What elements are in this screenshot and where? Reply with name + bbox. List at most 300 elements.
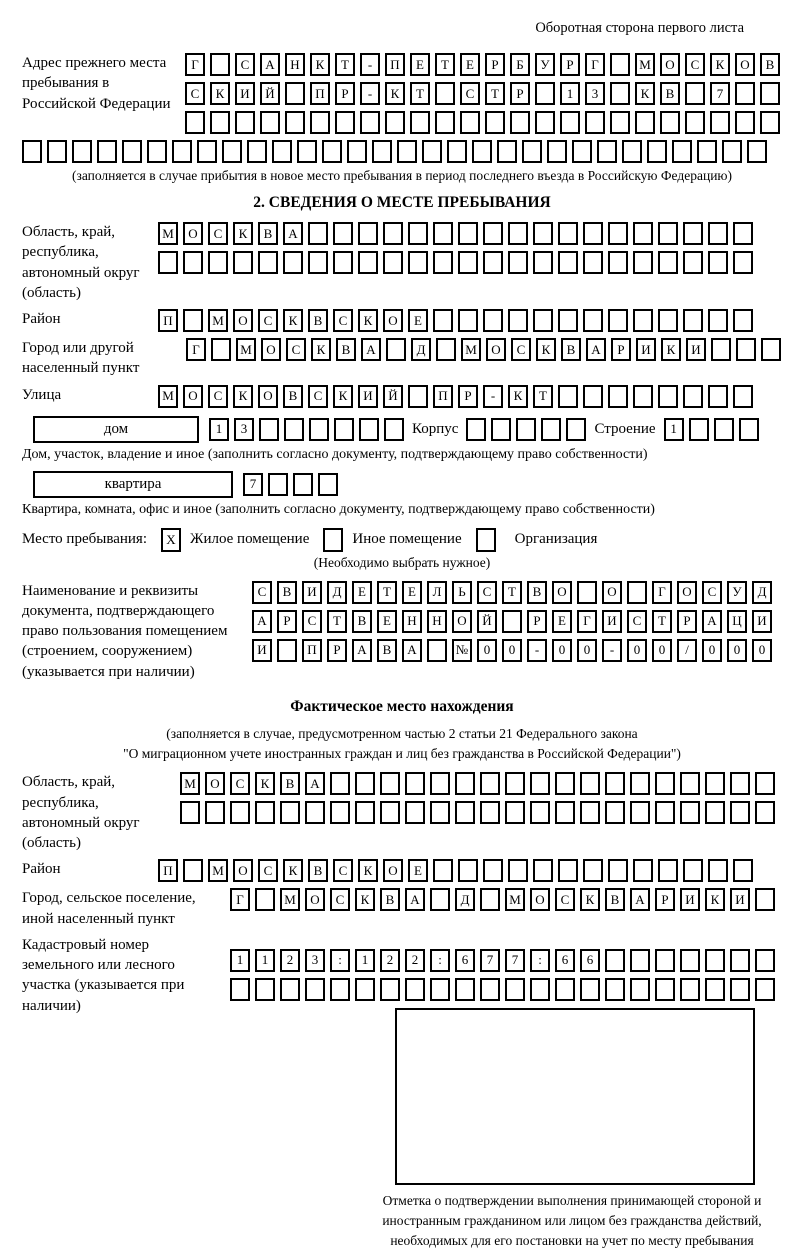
char-cell[interactable]: М <box>208 859 228 882</box>
char-cell[interactable]: Л <box>427 581 447 604</box>
char-cell[interactable]: И <box>730 888 750 911</box>
char-cell[interactable] <box>172 140 192 163</box>
char-cell[interactable] <box>355 978 375 1001</box>
char-cell[interactable] <box>372 140 392 163</box>
char-cell[interactable] <box>333 251 353 274</box>
char-cell[interactable] <box>284 418 304 441</box>
char-cell[interactable]: Т <box>377 581 397 604</box>
char-cell[interactable] <box>405 772 425 795</box>
char-cell[interactable] <box>285 111 305 134</box>
char-cell[interactable] <box>633 859 653 882</box>
char-cell[interactable]: 3 <box>585 82 605 105</box>
char-cell[interactable] <box>541 418 561 441</box>
char-cell[interactable]: О <box>383 309 403 332</box>
char-cell[interactable]: А <box>586 338 606 361</box>
char-cell[interactable] <box>347 140 367 163</box>
char-cell[interactable]: Б <box>510 53 530 76</box>
char-cell[interactable] <box>330 772 350 795</box>
char-cell[interactable]: 7 <box>505 949 525 972</box>
char-cell[interactable] <box>458 859 478 882</box>
char-cell[interactable] <box>508 859 528 882</box>
char-cell[interactable]: М <box>180 772 200 795</box>
char-cell[interactable]: О <box>233 859 253 882</box>
char-cell[interactable] <box>197 140 217 163</box>
char-cell[interactable] <box>183 251 203 274</box>
char-cell[interactable]: К <box>210 82 230 105</box>
char-cell[interactable] <box>358 222 378 245</box>
char-cell[interactable] <box>608 385 628 408</box>
char-cell[interactable] <box>335 111 355 134</box>
char-cell[interactable]: 7 <box>710 82 730 105</box>
char-cell[interactable]: Т <box>502 581 522 604</box>
char-cell[interactable] <box>208 251 228 274</box>
char-cell[interactable]: Н <box>285 53 305 76</box>
char-cell[interactable] <box>330 978 350 1001</box>
char-cell[interactable] <box>430 772 450 795</box>
char-cell[interactable] <box>427 639 447 662</box>
checkbox-zhiloe[interactable]: X <box>161 528 181 552</box>
char-cell[interactable]: 2 <box>380 949 400 972</box>
char-cell[interactable] <box>689 418 709 441</box>
char-cell[interactable]: 7 <box>480 949 500 972</box>
char-cell[interactable]: А <box>305 772 325 795</box>
char-cell[interactable] <box>608 859 628 882</box>
char-cell[interactable]: Г <box>577 610 597 633</box>
char-cell[interactable]: Е <box>352 581 372 604</box>
char-cell[interactable] <box>605 772 625 795</box>
char-cell[interactable]: - <box>602 639 622 662</box>
char-cell[interactable] <box>658 222 678 245</box>
char-cell[interactable] <box>305 978 325 1001</box>
char-cell[interactable] <box>730 949 750 972</box>
char-cell[interactable] <box>708 385 728 408</box>
char-cell[interactable] <box>630 978 650 1001</box>
char-cell[interactable] <box>705 772 725 795</box>
char-cell[interactable]: О <box>602 581 622 604</box>
char-cell[interactable] <box>733 222 753 245</box>
char-cell[interactable]: В <box>308 859 328 882</box>
char-cell[interactable] <box>480 801 500 824</box>
char-cell[interactable]: Р <box>677 610 697 633</box>
char-cell[interactable] <box>680 978 700 1001</box>
char-cell[interactable] <box>530 978 550 1001</box>
char-cell[interactable] <box>610 82 630 105</box>
char-cell[interactable] <box>683 385 703 408</box>
char-cell[interactable] <box>480 978 500 1001</box>
char-cell[interactable] <box>508 222 528 245</box>
char-cell[interactable] <box>522 140 542 163</box>
char-cell[interactable]: Е <box>377 610 397 633</box>
char-cell[interactable] <box>658 251 678 274</box>
char-cell[interactable] <box>627 581 647 604</box>
char-cell[interactable] <box>384 418 404 441</box>
char-cell[interactable] <box>583 309 603 332</box>
char-cell[interactable]: С <box>230 772 250 795</box>
char-cell[interactable]: Т <box>485 82 505 105</box>
char-cell[interactable]: С <box>627 610 647 633</box>
char-cell[interactable] <box>97 140 117 163</box>
char-cell[interactable] <box>180 801 200 824</box>
char-cell[interactable] <box>355 801 375 824</box>
char-cell[interactable]: Ц <box>727 610 747 633</box>
char-cell[interactable]: О <box>452 610 472 633</box>
char-cell[interactable]: С <box>702 581 722 604</box>
char-cell[interactable] <box>558 385 578 408</box>
char-cell[interactable] <box>122 140 142 163</box>
char-cell[interactable] <box>708 251 728 274</box>
char-cell[interactable] <box>608 309 628 332</box>
char-cell[interactable]: В <box>561 338 581 361</box>
char-cell[interactable]: - <box>360 53 380 76</box>
char-cell[interactable]: С <box>460 82 480 105</box>
char-cell[interactable] <box>408 251 428 274</box>
char-cell[interactable]: - <box>483 385 503 408</box>
char-cell[interactable] <box>258 251 278 274</box>
char-cell[interactable]: А <box>402 639 422 662</box>
char-cell[interactable] <box>633 309 653 332</box>
char-cell[interactable]: 0 <box>627 639 647 662</box>
char-cell[interactable] <box>355 772 375 795</box>
char-cell[interactable] <box>297 140 317 163</box>
char-cell[interactable] <box>736 338 756 361</box>
char-cell[interactable] <box>222 140 242 163</box>
char-cell[interactable]: Д <box>327 581 347 604</box>
char-cell[interactable] <box>322 140 342 163</box>
char-cell[interactable]: 1 <box>209 418 229 441</box>
char-cell[interactable]: Е <box>460 53 480 76</box>
char-cell[interactable]: Н <box>402 610 422 633</box>
char-cell[interactable]: И <box>235 82 255 105</box>
char-cell[interactable] <box>211 338 231 361</box>
char-cell[interactable] <box>755 772 775 795</box>
char-cell[interactable] <box>380 772 400 795</box>
char-cell[interactable] <box>558 309 578 332</box>
char-cell[interactable]: К <box>710 53 730 76</box>
char-cell[interactable] <box>722 140 742 163</box>
char-cell[interactable] <box>735 82 755 105</box>
char-cell[interactable] <box>230 801 250 824</box>
char-cell[interactable] <box>605 978 625 1001</box>
char-cell[interactable]: 3 <box>234 418 254 441</box>
char-cell[interactable] <box>710 111 730 134</box>
char-cell[interactable]: У <box>727 581 747 604</box>
char-cell[interactable]: М <box>236 338 256 361</box>
char-cell[interactable]: 0 <box>752 639 772 662</box>
char-cell[interactable]: 0 <box>727 639 747 662</box>
char-cell[interactable] <box>655 978 675 1001</box>
char-cell[interactable]: Р <box>655 888 675 911</box>
char-cell[interactable]: 6 <box>580 949 600 972</box>
char-cell[interactable] <box>747 140 767 163</box>
char-cell[interactable]: 1 <box>664 418 684 441</box>
char-cell[interactable]: К <box>310 53 330 76</box>
char-cell[interactable] <box>235 111 255 134</box>
char-cell[interactable] <box>633 222 653 245</box>
char-cell[interactable] <box>633 251 653 274</box>
char-cell[interactable]: В <box>660 82 680 105</box>
char-cell[interactable] <box>733 251 753 274</box>
char-cell[interactable] <box>508 309 528 332</box>
char-cell[interactable]: С <box>308 385 328 408</box>
char-cell[interactable]: Р <box>327 639 347 662</box>
char-cell[interactable] <box>760 111 780 134</box>
char-cell[interactable]: С <box>302 610 322 633</box>
char-cell[interactable] <box>483 222 503 245</box>
char-cell[interactable]: 0 <box>577 639 597 662</box>
char-cell[interactable] <box>147 140 167 163</box>
char-cell[interactable] <box>458 251 478 274</box>
char-cell[interactable]: К <box>358 309 378 332</box>
char-cell[interactable] <box>535 82 555 105</box>
char-cell[interactable]: Т <box>652 610 672 633</box>
char-cell[interactable]: И <box>686 338 706 361</box>
char-cell[interactable]: С <box>185 82 205 105</box>
char-cell[interactable]: А <box>283 222 303 245</box>
char-cell[interactable]: 0 <box>552 639 572 662</box>
char-cell[interactable] <box>630 801 650 824</box>
char-cell[interactable] <box>458 309 478 332</box>
char-cell[interactable] <box>558 251 578 274</box>
char-cell[interactable]: А <box>630 888 650 911</box>
char-cell[interactable]: О <box>735 53 755 76</box>
char-cell[interactable]: Г <box>185 53 205 76</box>
char-cell[interactable] <box>480 888 500 911</box>
char-cell[interactable] <box>683 309 703 332</box>
char-cell[interactable]: М <box>461 338 481 361</box>
char-cell[interactable]: 2 <box>280 949 300 972</box>
char-cell[interactable]: А <box>702 610 722 633</box>
char-cell[interactable]: Н <box>427 610 447 633</box>
char-cell[interactable] <box>455 772 475 795</box>
char-cell[interactable] <box>555 801 575 824</box>
char-cell[interactable] <box>680 949 700 972</box>
char-cell[interactable] <box>277 639 297 662</box>
char-cell[interactable] <box>711 338 731 361</box>
char-cell[interactable]: Р <box>335 82 355 105</box>
char-cell[interactable]: И <box>752 610 772 633</box>
char-cell[interactable]: С <box>555 888 575 911</box>
char-cell[interactable]: П <box>158 309 178 332</box>
char-cell[interactable] <box>761 338 781 361</box>
char-cell[interactable] <box>608 251 628 274</box>
char-cell[interactable]: Д <box>752 581 772 604</box>
char-cell[interactable]: М <box>280 888 300 911</box>
char-cell[interactable] <box>460 111 480 134</box>
char-cell[interactable]: Е <box>410 53 430 76</box>
char-cell[interactable] <box>283 251 303 274</box>
char-cell[interactable] <box>630 772 650 795</box>
char-cell[interactable]: О <box>530 888 550 911</box>
char-cell[interactable]: О <box>660 53 680 76</box>
char-cell[interactable]: М <box>208 309 228 332</box>
char-cell[interactable] <box>447 140 467 163</box>
char-cell[interactable]: О <box>183 222 203 245</box>
char-cell[interactable] <box>405 978 425 1001</box>
char-cell[interactable]: - <box>360 82 380 105</box>
char-cell[interactable] <box>630 949 650 972</box>
char-cell[interactable]: Р <box>527 610 547 633</box>
char-cell[interactable]: В <box>277 581 297 604</box>
char-cell[interactable]: 0 <box>702 639 722 662</box>
char-cell[interactable] <box>72 140 92 163</box>
char-cell[interactable] <box>533 309 553 332</box>
char-cell[interactable]: О <box>261 338 281 361</box>
checkbox-inoe[interactable] <box>323 528 343 552</box>
char-cell[interactable] <box>472 140 492 163</box>
char-cell[interactable] <box>480 772 500 795</box>
char-cell[interactable]: 6 <box>455 949 475 972</box>
char-cell[interactable]: К <box>661 338 681 361</box>
char-cell[interactable] <box>497 140 517 163</box>
char-cell[interactable] <box>597 140 617 163</box>
char-cell[interactable] <box>183 309 203 332</box>
char-cell[interactable] <box>280 801 300 824</box>
char-cell[interactable] <box>397 140 417 163</box>
char-cell[interactable] <box>705 949 725 972</box>
char-cell[interactable] <box>560 111 580 134</box>
char-cell[interactable]: Г <box>652 581 672 604</box>
char-cell[interactable]: / <box>677 639 697 662</box>
char-cell[interactable]: С <box>511 338 531 361</box>
char-cell[interactable]: К <box>580 888 600 911</box>
char-cell[interactable] <box>455 978 475 1001</box>
char-cell[interactable]: В <box>258 222 278 245</box>
char-cell[interactable] <box>577 581 597 604</box>
char-cell[interactable] <box>583 222 603 245</box>
char-cell[interactable] <box>310 111 330 134</box>
char-cell[interactable]: Р <box>277 610 297 633</box>
char-cell[interactable]: К <box>508 385 528 408</box>
char-cell[interactable] <box>580 772 600 795</box>
char-cell[interactable]: 1 <box>355 949 375 972</box>
char-cell[interactable]: С <box>333 859 353 882</box>
char-cell[interactable] <box>572 140 592 163</box>
char-cell[interactable]: П <box>310 82 330 105</box>
char-cell[interactable]: С <box>477 581 497 604</box>
char-cell[interactable] <box>483 251 503 274</box>
char-cell[interactable] <box>210 111 230 134</box>
char-cell[interactable] <box>533 859 553 882</box>
char-cell[interactable]: Т <box>327 610 347 633</box>
char-cell[interactable] <box>580 801 600 824</box>
char-cell[interactable]: К <box>233 222 253 245</box>
char-cell[interactable]: В <box>308 309 328 332</box>
char-cell[interactable] <box>655 949 675 972</box>
char-cell[interactable]: Е <box>402 581 422 604</box>
char-cell[interactable] <box>433 859 453 882</box>
char-cell[interactable]: Й <box>477 610 497 633</box>
char-cell[interactable] <box>558 859 578 882</box>
char-cell[interactable]: О <box>552 581 572 604</box>
char-cell[interactable] <box>280 978 300 1001</box>
char-cell[interactable]: И <box>602 610 622 633</box>
char-cell[interactable] <box>583 859 603 882</box>
char-cell[interactable]: В <box>377 639 397 662</box>
char-cell[interactable] <box>508 251 528 274</box>
char-cell[interactable] <box>580 978 600 1001</box>
char-cell[interactable]: № <box>452 639 472 662</box>
char-cell[interactable]: О <box>383 859 403 882</box>
char-cell[interactable]: Е <box>408 309 428 332</box>
char-cell[interactable] <box>405 801 425 824</box>
char-cell[interactable] <box>455 801 475 824</box>
char-cell[interactable] <box>436 338 456 361</box>
char-cell[interactable] <box>233 251 253 274</box>
char-cell[interactable] <box>430 888 450 911</box>
char-cell[interactable]: А <box>352 639 372 662</box>
char-cell[interactable] <box>308 222 328 245</box>
char-cell[interactable]: М <box>158 222 178 245</box>
char-cell[interactable] <box>422 140 442 163</box>
char-cell[interactable] <box>708 222 728 245</box>
char-cell[interactable] <box>330 801 350 824</box>
char-cell[interactable] <box>380 978 400 1001</box>
char-cell[interactable]: К <box>283 309 303 332</box>
char-cell[interactable] <box>359 418 379 441</box>
char-cell[interactable]: 7 <box>243 473 263 496</box>
char-cell[interactable]: Г <box>585 53 605 76</box>
char-cell[interactable] <box>605 801 625 824</box>
char-cell[interactable] <box>547 140 567 163</box>
char-cell[interactable]: К <box>355 888 375 911</box>
char-cell[interactable] <box>430 978 450 1001</box>
char-cell[interactable] <box>435 82 455 105</box>
char-cell[interactable]: К <box>311 338 331 361</box>
char-cell[interactable] <box>583 251 603 274</box>
char-cell[interactable]: 0 <box>502 639 522 662</box>
char-cell[interactable]: О <box>258 385 278 408</box>
char-cell[interactable]: Д <box>411 338 431 361</box>
char-cell[interactable]: У <box>535 53 555 76</box>
char-cell[interactable] <box>505 801 525 824</box>
char-cell[interactable] <box>705 801 725 824</box>
char-cell[interactable] <box>255 888 275 911</box>
char-cell[interactable]: С <box>685 53 705 76</box>
char-cell[interactable] <box>293 473 313 496</box>
char-cell[interactable]: Г <box>230 888 250 911</box>
char-cell[interactable] <box>605 949 625 972</box>
char-cell[interactable]: Р <box>611 338 631 361</box>
char-cell[interactable]: М <box>505 888 525 911</box>
char-cell[interactable] <box>210 53 230 76</box>
char-cell[interactable]: Р <box>458 385 478 408</box>
char-cell[interactable]: В <box>336 338 356 361</box>
char-cell[interactable] <box>380 801 400 824</box>
char-cell[interactable]: А <box>361 338 381 361</box>
char-cell[interactable] <box>683 222 703 245</box>
char-cell[interactable]: Р <box>560 53 580 76</box>
char-cell[interactable]: 0 <box>477 639 497 662</box>
char-cell[interactable]: : <box>530 949 550 972</box>
char-cell[interactable]: П <box>302 639 322 662</box>
char-cell[interactable] <box>466 418 486 441</box>
char-cell[interactable]: 2 <box>405 949 425 972</box>
char-cell[interactable]: С <box>208 385 228 408</box>
char-cell[interactable]: Т <box>335 53 355 76</box>
char-cell[interactable] <box>683 251 703 274</box>
char-cell[interactable] <box>658 309 678 332</box>
char-cell[interactable] <box>505 772 525 795</box>
char-cell[interactable] <box>334 418 354 441</box>
char-cell[interactable] <box>230 978 250 1001</box>
char-cell[interactable] <box>558 222 578 245</box>
char-cell[interactable]: И <box>358 385 378 408</box>
char-cell[interactable]: : <box>430 949 450 972</box>
char-cell[interactable]: П <box>385 53 405 76</box>
char-cell[interactable] <box>680 772 700 795</box>
char-cell[interactable]: О <box>486 338 506 361</box>
char-cell[interactable] <box>458 222 478 245</box>
